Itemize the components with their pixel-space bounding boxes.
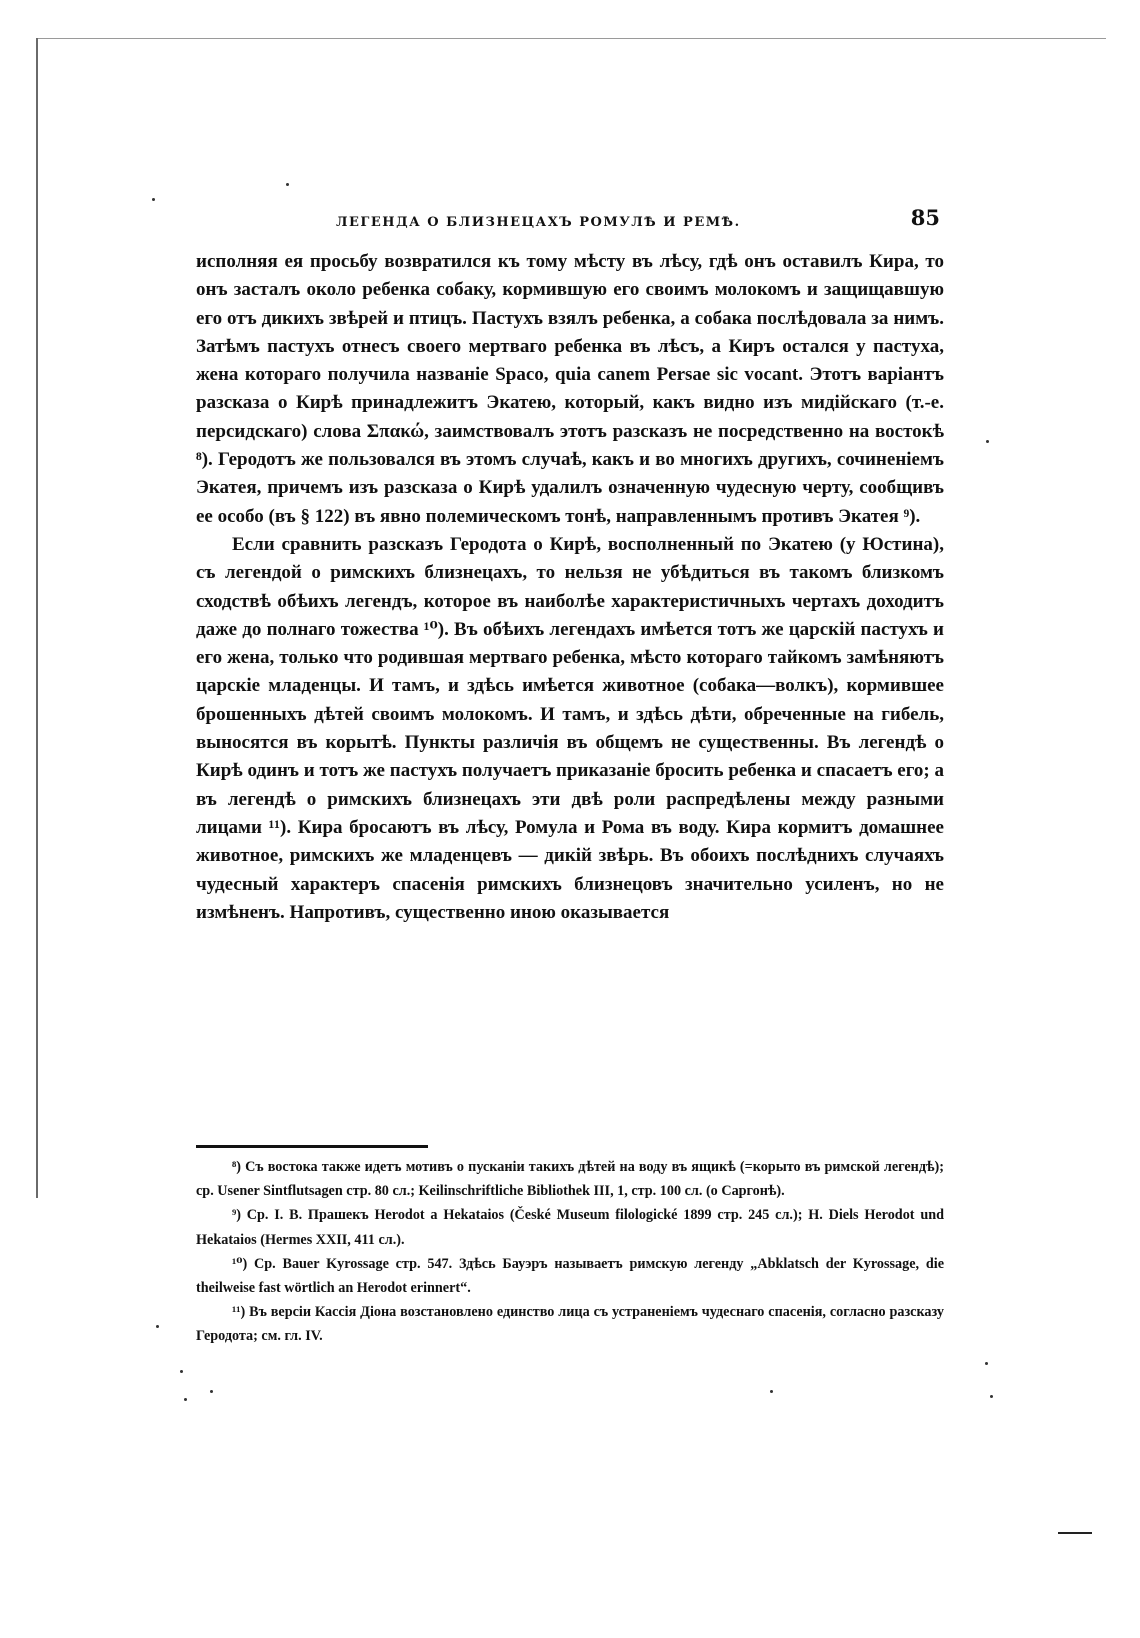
paragraph-1: исполняя ея просьбу возвратился къ тому мѣсту въ лѣсу, гдѣ онъ оставилъ Кира, то онъ засталъ около ребенка собаку, кормившую его своимъ молокомъ и защищавшую его отъ дикихъ звѣрей и птицъ. Пастухъ взялъ ребенка, а собака послѣдовала за нимъ. Затѣмъ пастухъ отнесъ своего мертваго ребенка въ лѣсъ, а Киръ остался у пастуха, жена котораго получила названіе Spaco, quia canem Persae sic vocant. Этотъ варіантъ разсказа о Кирѣ принадлежитъ Экатею, который, какъ видно изъ мидійскаго (т.-е. персидскаго) слова Σπακώ, заимствовалъ этотъ разсказъ не посредственно на востокѣ ⁸). Геродотъ же пользовался въ этомъ случаѣ, какъ и во многихъ другихъ, сочиненіемъ Экатея, причемъ изъ разсказа о Кирѣ удалилъ означенную чудесную черту, сообщивъ ее особо (въ § 122) въ явно полемическомъ тонѣ, направленнымъ противъ Экатея ⁹). (196, 251, 944, 527)
scan-mark-dash (1058, 1532, 1092, 1534)
scan-edge-left (36, 38, 38, 1198)
scan-edge-top (36, 38, 1106, 39)
running-title: ЛЕГЕНДА О БЛИЗНЕЦАХЪ РОМУЛѢ И РЕМѢ. (336, 215, 741, 230)
footnote-8: ⁸) Съ востока также идетъ мотивъ о пусканіи такихъ дѣтей на воду въ ящикѣ (=корыто въ римской легендѣ); ср. Usener Sintflutsagen стр. 80 сл.; Keilinschriftliche Bibliothek III, 1, стр. 100 сл. (о Саргонѣ). (196, 1159, 944, 1200)
page-header (196, 205, 944, 239)
footnote-11: ¹¹) Въ версіи Кассія Діона возстановлено единство лица съ устраненіемъ чудеснаго спасенія, согласно разсказу Геродота; см. гл. IV. (196, 1304, 944, 1345)
page-number: 85 (910, 205, 940, 230)
footnote-separator (196, 1145, 428, 1148)
footnotes (196, 1155, 944, 1349)
footnote-9: ⁹) Ср. I. В. Прашекъ Herodot a Hekataios (České Museum filologické 1899 стр. 245 сл.); H. Diels Herodot und Hekataios (Hermes XXII, 411 сл.). (196, 1207, 944, 1248)
main-text (196, 248, 944, 927)
paragraph-2: Если сравнить разсказъ Геродота о Кирѣ, восполненный по Экатею (у Юстина), съ легендой о римскихъ близнецахъ, то нельзя не убѣдиться въ такомъ близкомъ сходствѣ обѣихъ легендъ, которое въ наиболѣе характеристичныхъ чертахъ доходитъ даже до полнаго тожества ¹⁰). Въ обѣихъ легендахъ имѣется тотъ же царскій пастухъ и его жена, только что родившая мертваго ребенка, мѣсто котораго тайкомъ замѣняютъ царскіе младенцы. И тамъ, и здѣсь имѣется животное (собака—волкъ), кормившее брошенныхъ дѣтей своимъ молокомъ. И тамъ, и здѣсь дѣти, обреченные на гибель, выносятся въ корытѣ. Пункты различія въ общемъ не существенны. Въ легендѣ о Кирѣ одинъ и тотъ же пастухъ получаетъ приказаніе бросить ребенка и спасаетъ его; а въ легендѣ о римскихъ близнецахъ эти двѣ роли распредѣлены между разными лицами ¹¹). Кира бросаютъ въ лѣсу, Ромула и Рома въ воду. Кира кормитъ домашнее животное, римскихъ же младенцевъ — дикій звѣрь. Въ обоихъ послѣднихъ случаяхъ чудесный характеръ спасенія римскихъ близнецовъ значительно усиленъ, но не измѣненъ. Напротивъ, существенно иною оказывается (196, 533, 944, 923)
footnote-10: ¹⁰) Ср. Bauer Kyrossage стр. 547. Здѣсь Бауэръ называетъ римскую легенду „Abklatsch der Kyrossage, die theilweise fast wörtlich an Herodot erinnert“. (196, 1255, 944, 1297)
